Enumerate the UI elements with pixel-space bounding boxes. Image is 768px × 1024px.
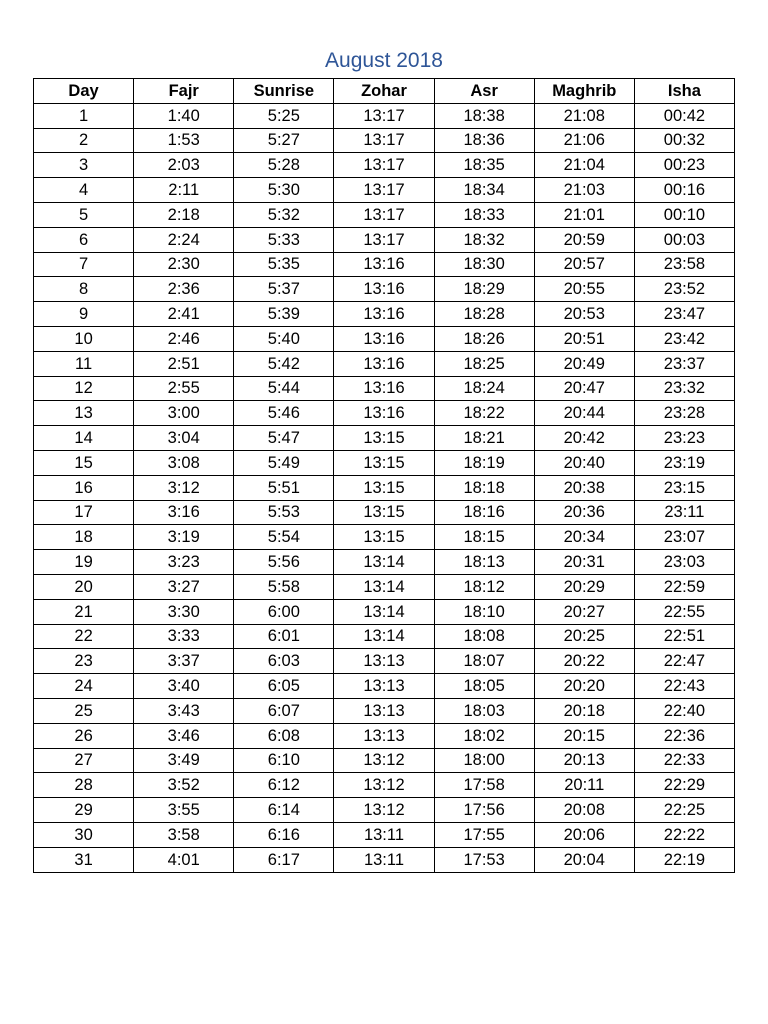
- asr-cell: 18:18: [434, 475, 534, 500]
- isha-cell: 00:42: [634, 103, 734, 128]
- table-row: [34, 599, 735, 624]
- isha-cell: 22:51: [634, 624, 734, 649]
- table-row: [34, 450, 735, 475]
- sunrise-cell: 5:47: [234, 426, 334, 451]
- asr-cell: 17:58: [434, 773, 534, 798]
- table-row: [34, 475, 735, 500]
- sunrise-cell: 5:42: [234, 351, 334, 376]
- table-body: [34, 103, 735, 872]
- zohar-cell: 13:16: [334, 376, 434, 401]
- zohar-cell: 13:16: [334, 326, 434, 351]
- fajr-cell: 3:04: [134, 426, 234, 451]
- sunrise-cell: 5:56: [234, 550, 334, 575]
- table-row: [34, 525, 735, 550]
- table-row: [34, 798, 735, 823]
- maghrib-cell: 21:01: [534, 202, 634, 227]
- asr-cell: 18:24: [434, 376, 534, 401]
- sunrise-cell: 5:44: [234, 376, 334, 401]
- table-row: [34, 401, 735, 426]
- table-row: [34, 326, 735, 351]
- fajr-cell: 3:40: [134, 674, 234, 699]
- maghrib-cell: 20:34: [534, 525, 634, 550]
- fajr-cell: 3:43: [134, 698, 234, 723]
- zohar-cell: 13:15: [334, 500, 434, 525]
- isha-cell: 23:52: [634, 277, 734, 302]
- maghrib-cell: 20:59: [534, 227, 634, 252]
- asr-cell: 18:35: [434, 153, 534, 178]
- day-cell: 21: [34, 599, 134, 624]
- day-cell: 2: [34, 128, 134, 153]
- maghrib-cell: 20:18: [534, 698, 634, 723]
- zohar-cell: 13:16: [334, 401, 434, 426]
- table-row: [34, 500, 735, 525]
- maghrib-cell: 20:31: [534, 550, 634, 575]
- table-row: [34, 574, 735, 599]
- asr-cell: 18:15: [434, 525, 534, 550]
- day-cell: 29: [34, 798, 134, 823]
- table-row: [34, 277, 735, 302]
- fajr-cell: 2:41: [134, 302, 234, 327]
- day-cell: 28: [34, 773, 134, 798]
- asr-cell: 17:56: [434, 798, 534, 823]
- isha-cell: 00:32: [634, 128, 734, 153]
- asr-cell: 18:32: [434, 227, 534, 252]
- fajr-cell: 2:51: [134, 351, 234, 376]
- fajr-cell: 3:08: [134, 450, 234, 475]
- zohar-cell: 13:17: [334, 178, 434, 203]
- maghrib-cell: 20:29: [534, 574, 634, 599]
- zohar-cell: 13:13: [334, 698, 434, 723]
- table-row: [34, 624, 735, 649]
- column-header-zohar: Zohar: [334, 79, 434, 104]
- asr-cell: 18:22: [434, 401, 534, 426]
- zohar-cell: 13:17: [334, 103, 434, 128]
- fajr-cell: 4:01: [134, 847, 234, 872]
- fajr-cell: 3:49: [134, 748, 234, 773]
- day-cell: 16: [34, 475, 134, 500]
- fajr-cell: 3:33: [134, 624, 234, 649]
- maghrib-cell: 20:57: [534, 252, 634, 277]
- maghrib-cell: 21:06: [534, 128, 634, 153]
- fajr-cell: 3:58: [134, 822, 234, 847]
- isha-cell: 23:28: [634, 401, 734, 426]
- isha-cell: 00:10: [634, 202, 734, 227]
- day-cell: 24: [34, 674, 134, 699]
- fajr-cell: 3:23: [134, 550, 234, 575]
- day-cell: 5: [34, 202, 134, 227]
- fajr-cell: 3:37: [134, 649, 234, 674]
- zohar-cell: 13:12: [334, 798, 434, 823]
- sunrise-cell: 5:39: [234, 302, 334, 327]
- fajr-cell: 2:03: [134, 153, 234, 178]
- table-row: [34, 847, 735, 872]
- sunrise-cell: 5:28: [234, 153, 334, 178]
- fajr-cell: 2:11: [134, 178, 234, 203]
- day-cell: 30: [34, 822, 134, 847]
- fajr-cell: 2:55: [134, 376, 234, 401]
- maghrib-cell: 20:15: [534, 723, 634, 748]
- maghrib-cell: 20:25: [534, 624, 634, 649]
- day-cell: 10: [34, 326, 134, 351]
- sunrise-cell: 6:16: [234, 822, 334, 847]
- isha-cell: 00:16: [634, 178, 734, 203]
- table-row: [34, 426, 735, 451]
- asr-cell: 18:03: [434, 698, 534, 723]
- zohar-cell: 13:17: [334, 128, 434, 153]
- zohar-cell: 13:13: [334, 649, 434, 674]
- isha-cell: 00:03: [634, 227, 734, 252]
- zohar-cell: 13:16: [334, 252, 434, 277]
- day-cell: 7: [34, 252, 134, 277]
- maghrib-cell: 20:44: [534, 401, 634, 426]
- column-header-isha: Isha: [634, 79, 734, 104]
- maghrib-cell: 20:55: [534, 277, 634, 302]
- sunrise-cell: 6:07: [234, 698, 334, 723]
- column-header-fajr: Fajr: [134, 79, 234, 104]
- asr-cell: 17:55: [434, 822, 534, 847]
- isha-cell: 22:25: [634, 798, 734, 823]
- zohar-cell: 13:11: [334, 822, 434, 847]
- sunrise-cell: 6:14: [234, 798, 334, 823]
- column-header-sunrise: Sunrise: [234, 79, 334, 104]
- isha-cell: 22:36: [634, 723, 734, 748]
- zohar-cell: 13:12: [334, 773, 434, 798]
- maghrib-cell: 21:08: [534, 103, 634, 128]
- asr-cell: 18:34: [434, 178, 534, 203]
- asr-cell: 18:28: [434, 302, 534, 327]
- maghrib-cell: 20:49: [534, 351, 634, 376]
- zohar-cell: 13:14: [334, 574, 434, 599]
- day-cell: 27: [34, 748, 134, 773]
- column-header-maghrib: Maghrib: [534, 79, 634, 104]
- isha-cell: 22:40: [634, 698, 734, 723]
- fajr-cell: 2:36: [134, 277, 234, 302]
- isha-cell: 22:33: [634, 748, 734, 773]
- sunrise-cell: 6:10: [234, 748, 334, 773]
- isha-cell: 22:22: [634, 822, 734, 847]
- sunrise-cell: 5:27: [234, 128, 334, 153]
- maghrib-cell: 20:40: [534, 450, 634, 475]
- fajr-cell: 3:55: [134, 798, 234, 823]
- day-cell: 4: [34, 178, 134, 203]
- table-row: [34, 351, 735, 376]
- fajr-cell: 1:53: [134, 128, 234, 153]
- maghrib-cell: 20:06: [534, 822, 634, 847]
- asr-cell: 18:16: [434, 500, 534, 525]
- table-row: [34, 227, 735, 252]
- fajr-cell: 3:00: [134, 401, 234, 426]
- table-row: [34, 252, 735, 277]
- fajr-cell: 3:16: [134, 500, 234, 525]
- day-cell: 9: [34, 302, 134, 327]
- table-row: [34, 103, 735, 128]
- sunrise-cell: 6:01: [234, 624, 334, 649]
- isha-cell: 23:32: [634, 376, 734, 401]
- maghrib-cell: 21:03: [534, 178, 634, 203]
- fajr-cell: 2:30: [134, 252, 234, 277]
- asr-cell: 18:02: [434, 723, 534, 748]
- fajr-cell: 3:46: [134, 723, 234, 748]
- column-header-day: Day: [34, 79, 134, 104]
- table-row: [34, 376, 735, 401]
- isha-cell: 22:29: [634, 773, 734, 798]
- asr-cell: 18:05: [434, 674, 534, 699]
- zohar-cell: 13:17: [334, 227, 434, 252]
- zohar-cell: 13:14: [334, 550, 434, 575]
- sunrise-cell: 6:03: [234, 649, 334, 674]
- isha-cell: 23:19: [634, 450, 734, 475]
- day-cell: 11: [34, 351, 134, 376]
- sunrise-cell: 6:05: [234, 674, 334, 699]
- fajr-cell: 1:40: [134, 103, 234, 128]
- table-row: [34, 748, 735, 773]
- isha-cell: 23:58: [634, 252, 734, 277]
- maghrib-cell: 20:13: [534, 748, 634, 773]
- asr-cell: 18:08: [434, 624, 534, 649]
- maghrib-cell: 20:20: [534, 674, 634, 699]
- maghrib-cell: 21:04: [534, 153, 634, 178]
- day-cell: 3: [34, 153, 134, 178]
- table-row: [34, 773, 735, 798]
- asr-cell: 18:00: [434, 748, 534, 773]
- sunrise-cell: 6:17: [234, 847, 334, 872]
- isha-cell: 22:47: [634, 649, 734, 674]
- table-row: [34, 649, 735, 674]
- sunrise-cell: 5:25: [234, 103, 334, 128]
- table-row: [34, 178, 735, 203]
- sunrise-cell: 5:46: [234, 401, 334, 426]
- asr-cell: 18:30: [434, 252, 534, 277]
- maghrib-cell: 20:53: [534, 302, 634, 327]
- isha-cell: 22:59: [634, 574, 734, 599]
- asr-cell: 18:13: [434, 550, 534, 575]
- day-cell: 31: [34, 847, 134, 872]
- isha-cell: 23:23: [634, 426, 734, 451]
- day-cell: 26: [34, 723, 134, 748]
- sunrise-cell: 5:32: [234, 202, 334, 227]
- isha-cell: 23:07: [634, 525, 734, 550]
- asr-cell: 18:36: [434, 128, 534, 153]
- sunrise-cell: 5:58: [234, 574, 334, 599]
- table-header-row: [34, 79, 735, 104]
- asr-cell: 18:10: [434, 599, 534, 624]
- fajr-cell: 3:27: [134, 574, 234, 599]
- day-cell: 15: [34, 450, 134, 475]
- zohar-cell: 13:11: [334, 847, 434, 872]
- sunrise-cell: 5:33: [234, 227, 334, 252]
- day-cell: 20: [34, 574, 134, 599]
- zohar-cell: 13:17: [334, 202, 434, 227]
- fajr-cell: 3:12: [134, 475, 234, 500]
- fajr-cell: 2:46: [134, 326, 234, 351]
- sunrise-cell: 6:08: [234, 723, 334, 748]
- table-row: [34, 153, 735, 178]
- maghrib-cell: 20:08: [534, 798, 634, 823]
- asr-cell: 18:29: [434, 277, 534, 302]
- day-cell: 18: [34, 525, 134, 550]
- maghrib-cell: 20:22: [534, 649, 634, 674]
- fajr-cell: 3:52: [134, 773, 234, 798]
- table-row: [34, 202, 735, 227]
- sunrise-cell: 5:51: [234, 475, 334, 500]
- maghrib-cell: 20:36: [534, 500, 634, 525]
- zohar-cell: 13:17: [334, 153, 434, 178]
- zohar-cell: 13:15: [334, 450, 434, 475]
- table-row: [34, 128, 735, 153]
- day-cell: 12: [34, 376, 134, 401]
- zohar-cell: 13:15: [334, 475, 434, 500]
- day-cell: 8: [34, 277, 134, 302]
- day-cell: 19: [34, 550, 134, 575]
- day-cell: 17: [34, 500, 134, 525]
- asr-cell: 18:21: [434, 426, 534, 451]
- day-cell: 1: [34, 103, 134, 128]
- table-row: [34, 698, 735, 723]
- isha-cell: 23:42: [634, 326, 734, 351]
- isha-cell: 23:47: [634, 302, 734, 327]
- zohar-cell: 13:13: [334, 674, 434, 699]
- fajr-cell: 2:24: [134, 227, 234, 252]
- maghrib-cell: 20:47: [534, 376, 634, 401]
- isha-cell: 23:03: [634, 550, 734, 575]
- maghrib-cell: 20:11: [534, 773, 634, 798]
- asr-cell: 18:07: [434, 649, 534, 674]
- isha-cell: 23:15: [634, 475, 734, 500]
- sunrise-cell: 6:00: [234, 599, 334, 624]
- table-row: [34, 723, 735, 748]
- fajr-cell: 2:18: [134, 202, 234, 227]
- maghrib-cell: 20:51: [534, 326, 634, 351]
- isha-cell: 22:19: [634, 847, 734, 872]
- sunrise-cell: 5:30: [234, 178, 334, 203]
- day-cell: 14: [34, 426, 134, 451]
- zohar-cell: 13:14: [334, 624, 434, 649]
- sunrise-cell: 6:12: [234, 773, 334, 798]
- sunrise-cell: 5:53: [234, 500, 334, 525]
- table-row: [34, 822, 735, 847]
- zohar-cell: 13:13: [334, 723, 434, 748]
- sunrise-cell: 5:37: [234, 277, 334, 302]
- day-cell: 23: [34, 649, 134, 674]
- sunrise-cell: 5:40: [234, 326, 334, 351]
- sunrise-cell: 5:54: [234, 525, 334, 550]
- isha-cell: 23:37: [634, 351, 734, 376]
- day-cell: 22: [34, 624, 134, 649]
- page-title: August 2018: [325, 49, 443, 72]
- isha-cell: 22:55: [634, 599, 734, 624]
- asr-cell: 18:33: [434, 202, 534, 227]
- asr-cell: 18:12: [434, 574, 534, 599]
- zohar-cell: 13:16: [334, 277, 434, 302]
- fajr-cell: 3:19: [134, 525, 234, 550]
- day-cell: 25: [34, 698, 134, 723]
- asr-cell: 18:38: [434, 103, 534, 128]
- zohar-cell: 13:15: [334, 525, 434, 550]
- sunrise-cell: 5:35: [234, 252, 334, 277]
- maghrib-cell: 20:42: [534, 426, 634, 451]
- isha-cell: 23:11: [634, 500, 734, 525]
- fajr-cell: 3:30: [134, 599, 234, 624]
- zohar-cell: 13:12: [334, 748, 434, 773]
- isha-cell: 22:43: [634, 674, 734, 699]
- maghrib-cell: 20:04: [534, 847, 634, 872]
- zohar-cell: 13:15: [334, 426, 434, 451]
- asr-cell: 17:53: [434, 847, 534, 872]
- asr-cell: 18:26: [434, 326, 534, 351]
- table-row: [34, 302, 735, 327]
- day-cell: 13: [34, 401, 134, 426]
- sunrise-cell: 5:49: [234, 450, 334, 475]
- isha-cell: 00:23: [634, 153, 734, 178]
- table-row: [34, 674, 735, 699]
- zohar-cell: 13:14: [334, 599, 434, 624]
- prayer-times-table: [33, 78, 735, 873]
- zohar-cell: 13:16: [334, 302, 434, 327]
- zohar-cell: 13:16: [334, 351, 434, 376]
- table-row: [34, 550, 735, 575]
- maghrib-cell: 20:27: [534, 599, 634, 624]
- asr-cell: 18:25: [434, 351, 534, 376]
- column-header-asr: Asr: [434, 79, 534, 104]
- day-cell: 6: [34, 227, 134, 252]
- maghrib-cell: 20:38: [534, 475, 634, 500]
- asr-cell: 18:19: [434, 450, 534, 475]
